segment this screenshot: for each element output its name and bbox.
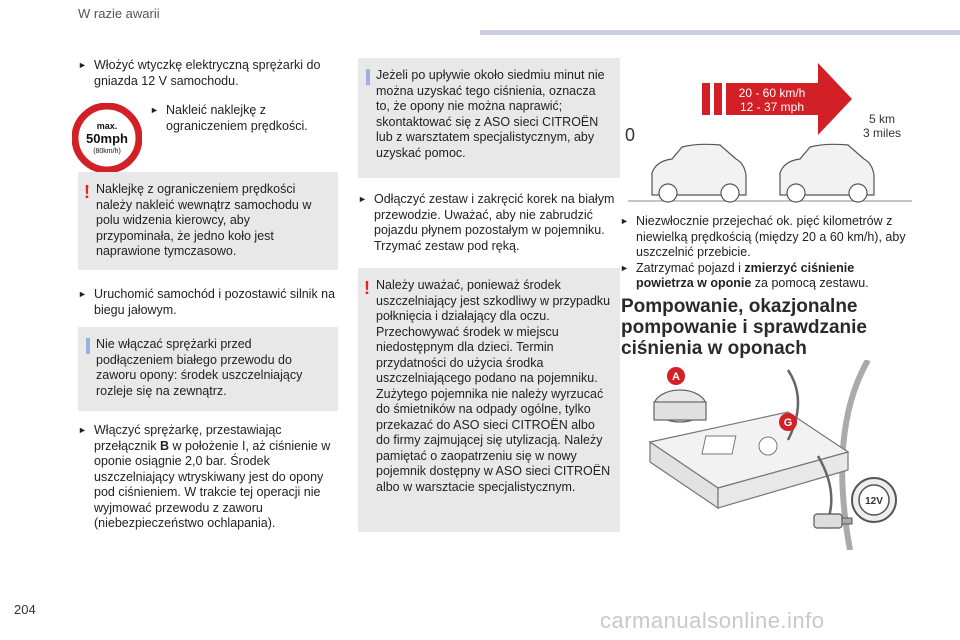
label-a: A [672,371,680,383]
step-sticker: ► Nakleić naklejkę z ograniczeniem prędkości. [150,103,308,133]
speed-mph: 12 - 37 mph [739,100,805,114]
warning-icon: ! [364,278,370,298]
socket-label: 12V [865,496,883,507]
pointer-icon: ► [78,425,87,435]
distance-km: 5 km [868,112,896,126]
pointer-icon: ► [620,216,629,226]
warning-box-sticker: ! Naklejkę z ograniczeniem prędkości należy nakleić wewnątrz samochodu w polu widzenia kierowcy, aby przypominała, że jedno koło jest naprawione tymczasowo. [78,172,338,270]
distance-miles: 3 miles [862,126,902,140]
info-box-pressure: Jeżeli po upływie około siedmiu minut nie można uzyskać tego ciśnienia, oznacza to, że opony nie można naprawić; skontaktować się z ASO sieci CITROËN lub z warsztatem specjalistycznym, aby uzyskać pomoc. [358,58,620,178]
info-icon [86,338,90,354]
compressor-kit-illustration [638,360,928,550]
header-bar [480,30,960,35]
car-start-icon [652,144,746,202]
step-plug-in: ► Włożyć wtyczkę elektryczną sprężarki do gniazda 12 V samochodu. [78,58,321,88]
driving-figure [620,55,920,205]
steps-drive-check: ► Niezwłocznie przejechać ok. pięć kilometrów z niewielką prędkością (między 20 a 60 km/h), aby uszczelnić przebicie. ► Zatrzymać pojazd i zmierzyć ciśnienie powietrza w oponie za pomocą zestawu. [620,214,906,290]
speed-kmh: 20 - 60 km/h [738,86,806,100]
distance-start: 0 [625,125,636,145]
socket-12v-icon [852,478,896,522]
pointer-icon: ► [620,262,629,273]
info-box-compressor: Nie włączać sprężarki przed podłączeniem białego przewodu do zaworu opony: środek uszczelniający rozleje się na zewnątrz. [78,327,338,411]
pointer-icon: ► [78,289,87,299]
label-g: G [783,417,793,429]
step-disconnect: ► Odłączyć zestaw i zakręcić korek na białym przewodzie. Uważać, aby nie zabrudzić pojazdu płynem pozostałym w pojemniku. Trzymać zestaw pod ręką. [358,192,615,253]
step-inflate: ► Włączyć sprężarkę, przestawiając przełącznik B w położenie I, aż ciśnienie w oponie osiągnie 2,0 bar. Środek uszczelniający wtryskiwany jest do opony pod ciśnieniem. W trakcie tej operacji nie wyjmować przewodu z zaworu (niebezpieczeństwo ochlapania). [78,423,331,530]
pointer-icon: ► [78,60,87,70]
car-end-icon [780,144,874,202]
section-title: Pompowanie, okazjonalne pompowanie i sprawdzanie ciśnienia w oponach [621,296,867,359]
step-start-engine: ► Uruchomić samochód i pozostawić silnik na biegu jałowym. [78,287,336,317]
pointer-icon: ► [358,194,367,204]
sign-speed: 50mph [86,131,128,146]
pointer-icon: ► [150,105,159,115]
sign-max: max. [96,121,118,131]
watermark: carmanualsonline.info [600,608,825,633]
sealant-bottle-icon [654,390,706,422]
page-number: 204 [14,602,36,617]
warning-icon: ! [84,182,90,202]
warning-box-sealant: ! Należy uważać, ponieważ środek uszczelniający jest szkodliwy w przypadku połknięcia i działający dla oczu. Przechowywać środek w miejscu niedostępnym dla dzieci. Termin przydatności do użycia środka uszczelniającego podano na pojemniku. Zużytego pojemnika nie należy wyrzucać do śmietników na odpady ogólne, tylko przekazać do ASO sieci CITROËN albo do firmy zajmującej się utylizacją. Należy pamiętać o zaopatrzeniu się w nowy pojemnik dostępny w ASO sieci CITROËN albo w warsztacie specjalistycznym. [358,268,620,532]
header-title: W razie awarii [78,6,160,21]
compressor-icon [650,412,848,508]
speed-limit-sign [72,103,142,173]
sign-kmh: (80km/h) [93,148,121,155]
info-icon [366,69,370,85]
